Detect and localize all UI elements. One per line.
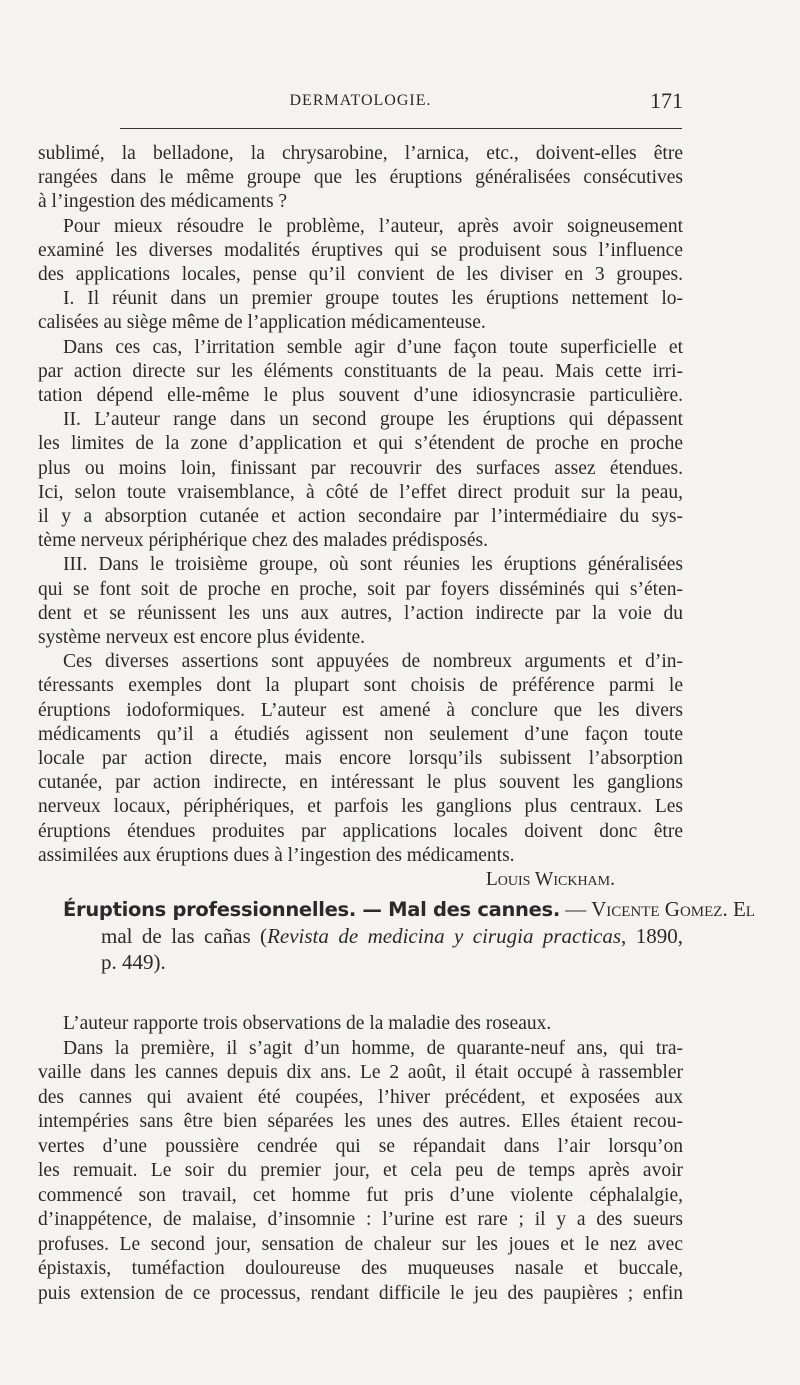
text-line: puis extension de ce processus, rendant difficile le jeu des paupières ; enfin xyxy=(38,1282,683,1304)
text-line: Dans ces cas, l’irritation semble agir d’une façon toute superficielle et xyxy=(63,336,683,358)
text-line: Dans la première, il s’agit d’un homme, de quarante-neuf ans, qui tra- xyxy=(63,1037,683,1059)
author-signature: Louis Wickham. xyxy=(485,869,615,891)
text-line: les limites de la zone d’application et qui s’étendent de proche en proche xyxy=(38,433,683,455)
article-author: — Vicente Gomez. El xyxy=(559,897,755,921)
running-title: DERMATOLOGIE. xyxy=(289,92,432,109)
journal-title: Revista de medicina y cirugia practicas xyxy=(267,924,622,948)
article-title: Éruptions professionnelles. — Mal des cannes. xyxy=(63,898,560,921)
text-line: à l’ingestion des médicaments ? xyxy=(38,191,288,213)
heading-text: mal de las cañas ( xyxy=(101,924,268,948)
text-line: éruptions iodoformiques. L’auteur est amené à conclure que les divers xyxy=(38,699,683,721)
text-line: profuses. Le second jour, sensation de chaleur sur les joues et le nez avec xyxy=(38,1233,683,1255)
text-line: II. L’auteur range dans un second groupe les éruptions qui dépassent xyxy=(63,409,683,431)
text-line: épistaxis, tuméfaction douloureuse des muqueuses nasale et buccale, xyxy=(38,1258,683,1279)
text-line: sublimé, la belladone, la chrysarobine, l’arnica, etc., doivent-elles être xyxy=(38,143,683,164)
text-line: vaille dans les cannes depuis dix ans. Le 2 août, il était occupé à rassembler xyxy=(38,1062,683,1083)
text-line: locale par action directe, mais encore lorsqu’ils subissent l’absorption xyxy=(38,748,683,770)
heading-line-3: p. 449). xyxy=(101,950,166,974)
text-line: plus ou moins loin, finissant par recouvrir des surfaces assez étendues. xyxy=(38,457,683,479)
review-text xyxy=(38,142,683,892)
text-line: qui se font soit de proche en proche, soit par foyers disséminés qui s’éten- xyxy=(38,578,683,600)
text-line: rangées dans le même groupe que les éruptions généralisées consécutives xyxy=(38,167,683,189)
header-rule xyxy=(120,128,682,129)
text-line: des cannes qui avaient été coupées, l’hiver précédent, et exposées aux xyxy=(38,1086,683,1108)
text-line: il y a absorption cutanée et action secondaire par l’intermédiaire du sys- xyxy=(38,506,683,528)
text-line: nerveux locaux, périphériques, et parfois les ganglions plus centraux. Les xyxy=(38,796,683,818)
text-line: par action directe sur les éléments constituants de la peau. Mais cette irri- xyxy=(38,360,683,382)
text-line: examiné les diverses modalités éruptives qui se produisent sous l’influence xyxy=(38,239,683,261)
text-line: Pour mieux résoudre le problème, l’auteur, après avoir soigneusement xyxy=(63,215,683,237)
text-line: dent et se réunissent les uns aux autres, l’action indirecte par la voie du xyxy=(38,602,683,624)
text-line: médicaments qu’il a étudiés agissent non seulement d’une façon toute xyxy=(38,723,683,745)
text-line: vertes d’une poussière cendrée qui se répandait dans l’air lorsqu’on xyxy=(38,1135,683,1157)
text-line: tation dépend elle-même le plus souvent d’une idiosyncrasie particulière. xyxy=(38,385,683,407)
text-line: commencé son travail, cet homme fut pris d’une violente céphalalgie, xyxy=(38,1184,683,1206)
page-number: 171 xyxy=(650,88,683,113)
text-line: assimilées aux éruptions dues à l’ingestion des médicaments. xyxy=(38,844,515,866)
heading-line-1 xyxy=(38,896,755,923)
text-line: L’auteur rapporte trois observations de la maladie des roseaux. xyxy=(63,1013,552,1034)
page-header xyxy=(38,88,683,118)
text-line: calisées au siège même de l’application médicamenteuse. xyxy=(38,312,486,334)
text-line: III. Dans le troisième groupe, où sont réunies les éruptions généralisées xyxy=(63,554,683,576)
text-line: Ces diverses assertions sont appuyées de nombreux arguments et d’in- xyxy=(63,651,683,673)
heading-text: , 1890, xyxy=(621,924,683,948)
text-line: Ici, selon toute vraisemblance, à côté de l’effet direct produit sur la peau, xyxy=(38,481,683,503)
text-line: I. Il réunit dans un premier groupe toutes les éruptions nettement lo- xyxy=(63,288,683,310)
text-line: téressants exemples dont la plupart sont choisis de préférence parmi le xyxy=(38,675,683,697)
text-line: éruptions étendues produites par applications locales doivent donc être xyxy=(38,820,683,842)
text-line: cutanée, par action indirecte, en intéressant le plus souvent les ganglions xyxy=(38,772,683,794)
article-heading xyxy=(38,896,755,975)
article-text xyxy=(38,1012,683,1306)
heading-line-2 xyxy=(38,923,683,949)
text-line: des applications locales, pense qu’il convient de les diviser en 3 groupes. xyxy=(38,264,683,286)
text-line: d’inappétence, de malaise, d’insomnie : l’urine est rare ; il y a des sueurs xyxy=(38,1209,683,1230)
text-line: intempéries sans être bien séparées les unes des autres. Elles étaient recou- xyxy=(38,1111,683,1132)
text-line: système nerveux est encore plus évidente. xyxy=(38,627,366,649)
text-line: tème nerveux périphérique chez des malades prédisposés. xyxy=(38,530,488,552)
text-line: les remuait. Le soir du premier jour, et cela peu de temps après avoir xyxy=(38,1160,683,1181)
